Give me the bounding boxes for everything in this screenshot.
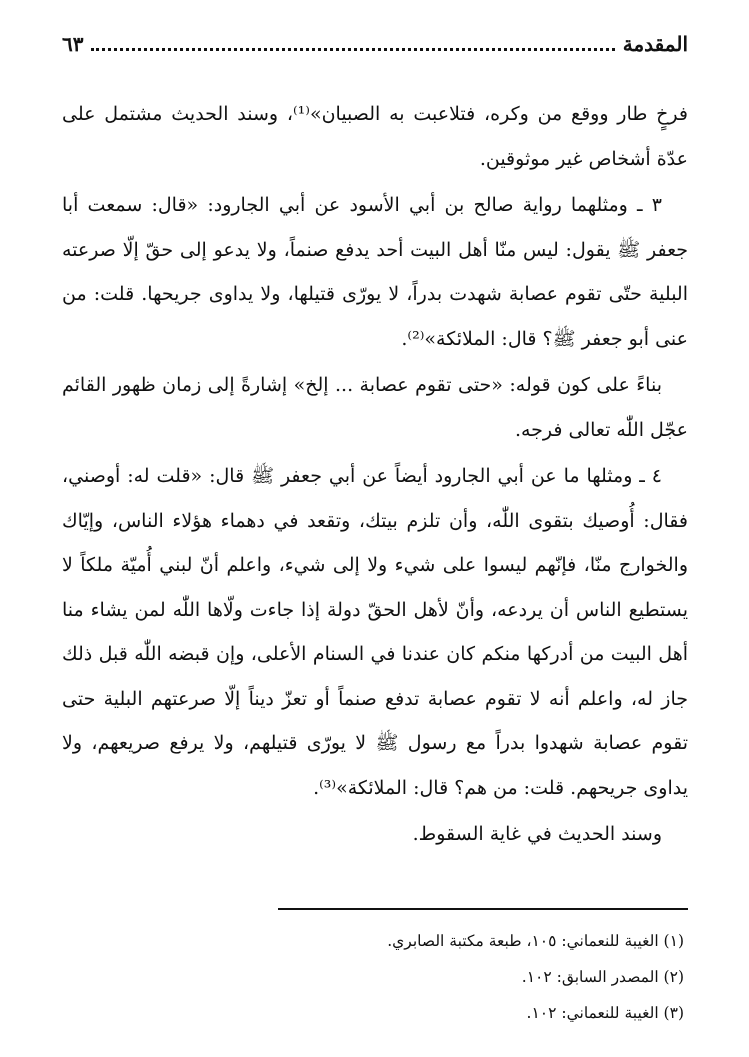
paragraph-3: بناءً على كون قوله: «حتى تقوم عصابة ... إلخ» إشارةً إلى زمان ظهور القائم عجّل اللّٰه تعالى فرجه.: [62, 374, 688, 441]
header-leader-dots: [91, 46, 614, 51]
footnote-1: (١) الغيبة للنعماني: ١٠٥، طبعة مكتبة الصابري.: [387, 932, 684, 950]
page-number: ٦٣: [62, 32, 84, 56]
body-text: [62, 92, 688, 859]
chapter-title: المقدمة: [622, 32, 688, 56]
paragraph-1: فرخٍ طار ووقع من وكره، فتلاعبت به الصبيان»⁽¹⁾، وسند الحديث مشتمل على عدّة أشخاص غير موثوقين.: [62, 103, 688, 170]
paragraph-5: وسند الحديث في غاية السقوط.: [412, 823, 662, 845]
paragraph-2: ٣ ـ ومثلهما رواية صالح بن أبي الأسود عن أبي الجارود: «قال: سمعت أبا جعفر ﷺ يقول: ليس منّا أهل البيت أحد يدفع صنماً، ولا يدعو إلى حقّ إلّا صرعته البلية حتّى تقوم عصابة شهدت بدراً، لا يورّى قتيلها، ولا يداوى جريحها. قلت: من عنى أبو جعفر ﷺ؟ قال: الملائكة»⁽²⁾.: [62, 194, 688, 350]
footnote-3: (٣) الغيبة للنعماني: ١٠٢.: [526, 1004, 684, 1022]
footnote-separator: [278, 908, 688, 910]
running-header: [62, 26, 688, 62]
book-page: [62, 26, 688, 1026]
footnote-2: (٢) المصدر السابق: ١٠٢.: [521, 968, 684, 986]
paragraph-4: ٤ ـ ومثلها ما عن أبي الجارود أيضاً عن أبي جعفر ﷺ قال: «قلت له: أوصني، فقال: أُوصيك بتقوى اللّٰه، وأن تلزم بيتك، وتقعد في دهماء هؤلاء الناس، وإيّاك والخوارج منّا، فإنّهم ليسوا على شيء ولا إلى شيء، واعلم أنّ لبني أُميّة ملكاً لا يستطيع الناس أن يردعه، وأنّ لأهل الحقّ دولة إذا جاءت ولّاها اللّٰه لمن يشاء منا أهل البيت من أدركها منكم كان عندنا في السنام الأعلى، وإن قبضه اللّٰه قبل ذلك جاز له، واعلم أنه لا تقوم عصابة تدفع صنماً أو تعزّ ديناً إلّا صرعتهم البلية حتى تقوم عصابة شهدوا بدراً مع رسول ﷺ لا يورّى قتيلهم، ولا يرفع صريعهم، ولا يداوى جريحهم. قلت: من هم؟ قال: الملائكة»⁽³⁾.: [62, 465, 688, 799]
footnotes: [62, 923, 688, 1031]
